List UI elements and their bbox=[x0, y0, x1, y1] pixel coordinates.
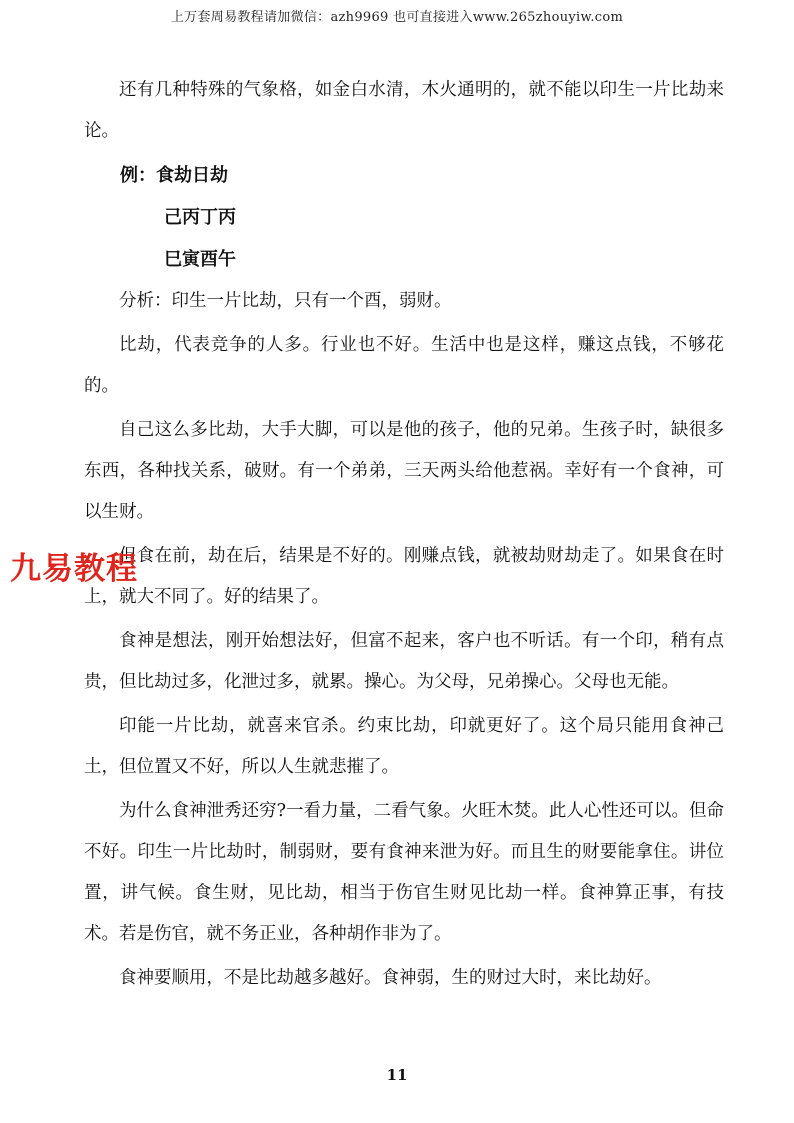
pillar-line-stems: 己丙丁丙 bbox=[164, 207, 236, 228]
document-body bbox=[84, 70, 724, 1002]
page-header: 上万套周易教程请加微信：azh9969 也可直接进入www.265zhouyiw.com bbox=[170, 10, 624, 25]
example-title: 例：食劫日劫 bbox=[120, 165, 228, 186]
body-paragraph: 为什么食神泄秀还穷?一看力量，二看气象。火旺木焚。此人心性还可以。但命不好。印生一片比劫时，制弱财，要有食神来泄为好。而且生的财要能拿住。讲位置，讲气候。食生财，见比劫，相当于伤官生财见比劫一样。食神算正事，有技术。若是伤官，就不务正业，各种胡作非为了。 bbox=[84, 801, 724, 944]
pillar-line-branches: 巳寅酉午 bbox=[164, 249, 236, 270]
body-paragraph: 分析：印生一片比劫，只有一个酉，弱财。 bbox=[119, 291, 452, 311]
body-paragraph: 但食在前，劫在后，结果是不好的。刚赚点钱，就被劫财劫走了。如果食在时上，就大不同了。好的结果了。 bbox=[84, 546, 724, 607]
body-paragraph: 食神是想法，刚开始想法好，但富不起来，客户也不听话。有一个印，稍有点贵，但比劫过多，化泄过多，就累。操心。为父母，兄弟操心。父母也无能。 bbox=[84, 631, 724, 692]
watermark-logo: 九易教程 bbox=[10, 551, 138, 587]
page-number: 11 bbox=[386, 1066, 408, 1084]
body-paragraph: 比劫，代表竞争的人多。行业也不好。生活中也是这样，赚这点钱，不够花的。 bbox=[84, 335, 724, 396]
body-paragraph: 食神要顺用，不是比劫越多越好。食神弱，生的财过大时，来比劫好。 bbox=[119, 968, 662, 988]
body-paragraph: 自己这么多比劫，大手大脚，可以是他的孩子，他的兄弟。生孩子时，缺很多东西，各种找关系，破财。有一个弟弟，三天两头给他惹祸。幸好有一个食神，可以生财。 bbox=[84, 420, 724, 522]
intro-paragraph: 还有几种特殊的气象格，如金白水清，木火通明的，就不能以印生一片比劫来论。 bbox=[84, 80, 724, 141]
body-paragraph: 印能一片比劫，就喜来官杀。约束比劫，印就更好了。这个局只能用食神己土，但位置又不好，所以人生就悲摧了。 bbox=[84, 716, 724, 777]
